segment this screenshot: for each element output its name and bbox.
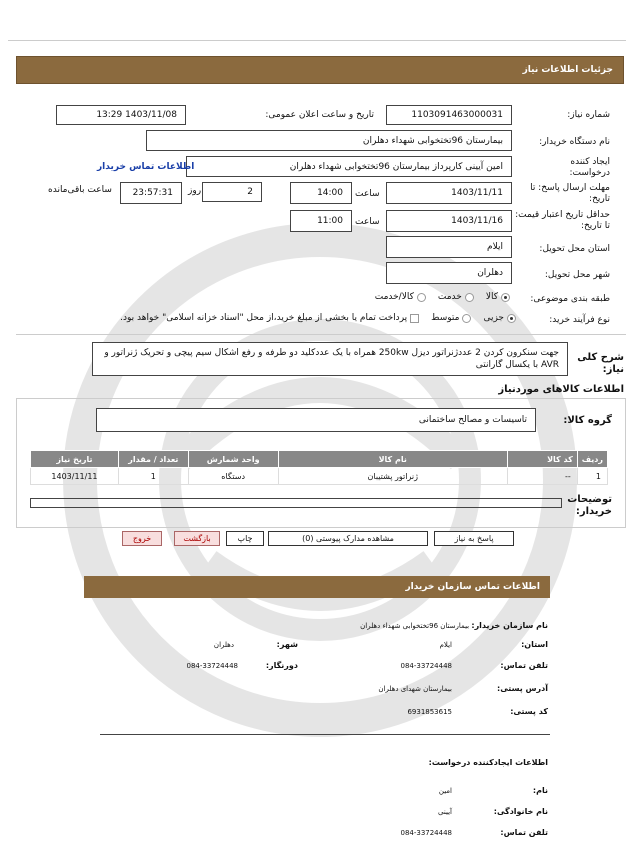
contact-postal-label: کد پستی: <box>510 707 548 716</box>
cell-name: ژنراتور پشتیبان <box>278 468 507 485</box>
need-number-label: شماره نیاز: <box>567 110 610 120</box>
buyer-org-field: بیمارستان 96تختخوابی شهداء دهلران <box>146 130 512 151</box>
print-button[interactable]: چاپ <box>226 531 264 546</box>
validity-label: حداقل تاریخ اعتبار قیمت: تا تاریخ: <box>515 210 610 231</box>
creator-info-title: اطلاعات ایجادکننده درخواست: <box>428 758 548 767</box>
announce-field: 1403/11/08 13:29 <box>56 105 186 125</box>
validity-time-field: 11:00 <box>290 210 352 232</box>
col-header-unit: واحد شمارش <box>188 451 278 468</box>
back-button[interactable]: بازگشت <box>174 531 220 546</box>
col-header-qty: تعداد / مقدار <box>118 451 188 468</box>
goods-group-label: گروه کالا: <box>563 415 612 426</box>
radio-icon[interactable] <box>462 314 471 323</box>
col-header-code: کد کالا <box>507 451 577 468</box>
announce-label: تاریخ و ساعت اعلان عمومی: <box>265 110 374 120</box>
cell-qty: 1 <box>118 468 188 485</box>
radio-selected-icon[interactable] <box>501 293 510 302</box>
cell-row: 1 <box>577 468 607 485</box>
validity-date-field: 1403/11/16 <box>386 210 512 232</box>
contact-province-label: استان: <box>521 640 548 649</box>
contact-title: اطلاعات تماس سازمان خریدار <box>405 582 540 592</box>
page-header <box>16 56 624 84</box>
contact-fax-label: دورنگار: <box>265 661 298 670</box>
purchase-options <box>108 313 516 323</box>
cell-code: -- <box>507 468 577 485</box>
purchase-option-minor[interactable]: جزیی <box>483 313 516 323</box>
contact-province-value: ایلام <box>439 641 452 649</box>
province-label: استان محل تحویل: <box>539 244 610 254</box>
creator-family-value: آیینی <box>438 808 452 816</box>
exit-button[interactable]: خروج <box>122 531 162 546</box>
contact-org-row <box>360 621 548 630</box>
cell-date: 1403/11/11 <box>31 468 119 485</box>
top-divider <box>8 40 626 41</box>
table-row <box>31 468 608 485</box>
category-options <box>363 292 510 302</box>
need-number-field: 1103091463000031 <box>386 105 512 125</box>
reply-time-field: 14:00 <box>290 182 352 204</box>
radio-selected-icon[interactable] <box>507 314 516 323</box>
province-field: ایلام <box>386 236 512 258</box>
city-field: دهلران <box>386 262 512 284</box>
contact-divider <box>100 734 550 735</box>
radio-icon[interactable] <box>465 293 474 302</box>
section-divider <box>16 334 626 335</box>
category-option-service[interactable]: خدمت <box>438 292 474 302</box>
col-header-row: ردیف <box>577 451 607 468</box>
col-header-date: تاریخ نیاز <box>31 451 119 468</box>
category-option-goods[interactable]: کالا <box>486 292 510 302</box>
attachments-button[interactable]: مشاهده مدارک پیوستی (0) <box>268 531 428 546</box>
days-field: 2 <box>202 182 262 202</box>
creator-phone-value: 084-33724448 <box>400 829 452 837</box>
contact-phone-label: تلفن تماس: <box>500 661 548 670</box>
contact-header <box>84 576 550 598</box>
reply-time-label: ساعت <box>355 189 380 199</box>
buyer-notes-label: توضیحات خریدار: <box>567 494 612 517</box>
purchase-type-label: نوع فرآیند خرید: <box>549 315 610 325</box>
contact-city-label: شهر: <box>276 640 298 649</box>
buyer-notes-field <box>30 498 562 508</box>
city-label: شهر محل تحویل: <box>544 270 610 280</box>
purchase-option-medium[interactable]: متوسط <box>431 313 471 323</box>
reply-button[interactable]: پاسخ به نیاز <box>434 531 514 546</box>
validity-time-label: ساعت <box>355 217 380 227</box>
goods-table-wrapper <box>30 450 608 485</box>
treasury-payment-option[interactable]: پرداخت تمام یا بخشی از مبلغ خرید،از محل "اسناد خزانه اسلامی" خواهد بود. <box>120 313 419 323</box>
creator-name-label: نام: <box>532 786 548 795</box>
contact-org-label: نام سازمان خریدار: <box>471 621 548 630</box>
goods-table <box>30 450 608 485</box>
summary-field: جهت سنکرون کردن 2 عددژنراتور دیزل 250kw همراه با یک عددکلید دو طرفه و رفع اشکال سیم پیچی و تحریک ژنراتور و AVR با یکسال گارانتی <box>92 342 568 376</box>
creator-phone-label: تلفن تماس: <box>500 828 548 837</box>
col-header-name: نام کالا <box>278 451 507 468</box>
contact-phone-value: 084-33724448 <box>400 662 452 670</box>
reply-date-field: 1403/11/11 <box>386 182 512 204</box>
goods-group-field: تاسیسات و مصالح ساختمانی <box>96 408 536 432</box>
buyer-org-label: نام دستگاه خریدار: <box>539 137 610 147</box>
checkbox-icon[interactable] <box>410 314 419 323</box>
creator-family-label: نام خانوادگی: <box>493 807 548 816</box>
contact-postal-value: 6931853615 <box>407 708 452 716</box>
goods-section-title: اطلاعات کالاهای موردنیاز <box>498 384 624 395</box>
cell-unit: دستگاه <box>188 468 278 485</box>
creator-name-value: امین <box>438 787 452 795</box>
category-label: طبقه بندی موضوعی: <box>530 294 610 304</box>
category-option-both[interactable]: کالا/خدمت <box>375 292 426 302</box>
remaining-label: ساعت باقی‌مانده <box>48 185 112 195</box>
contact-address-label: آدرس پستی: <box>497 684 548 693</box>
remaining-time-field: 23:57:31 <box>120 182 182 204</box>
radio-icon[interactable] <box>417 293 426 302</box>
table-header-row <box>31 451 608 468</box>
contact-org-value: بیمارستان 96تختخوابی شهداء دهلران <box>360 622 470 630</box>
creator-field: امین آیینی کارپرداز بیمارستان 96تختخوابی شهداء دهلران <box>186 156 512 177</box>
reply-deadline-label: مهلت ارسال پاسخ: تا تاریخ: <box>530 183 610 204</box>
creator-label: ایجاد کننده درخواست: <box>569 157 610 178</box>
contact-address-value: بیمارستان شهدای دهلران <box>378 685 452 693</box>
contact-city-value: دهلران <box>213 641 234 649</box>
page-title: جزئیات اطلاعات نیاز <box>522 65 613 75</box>
contact-fax-value: 084-33724448 <box>186 662 238 670</box>
days-label: روز <box>188 186 202 196</box>
summary-label: شرح کلی نیاز: <box>577 352 624 375</box>
buyer-contact-link[interactable]: اطلاعات تماس خریدار <box>97 162 195 172</box>
